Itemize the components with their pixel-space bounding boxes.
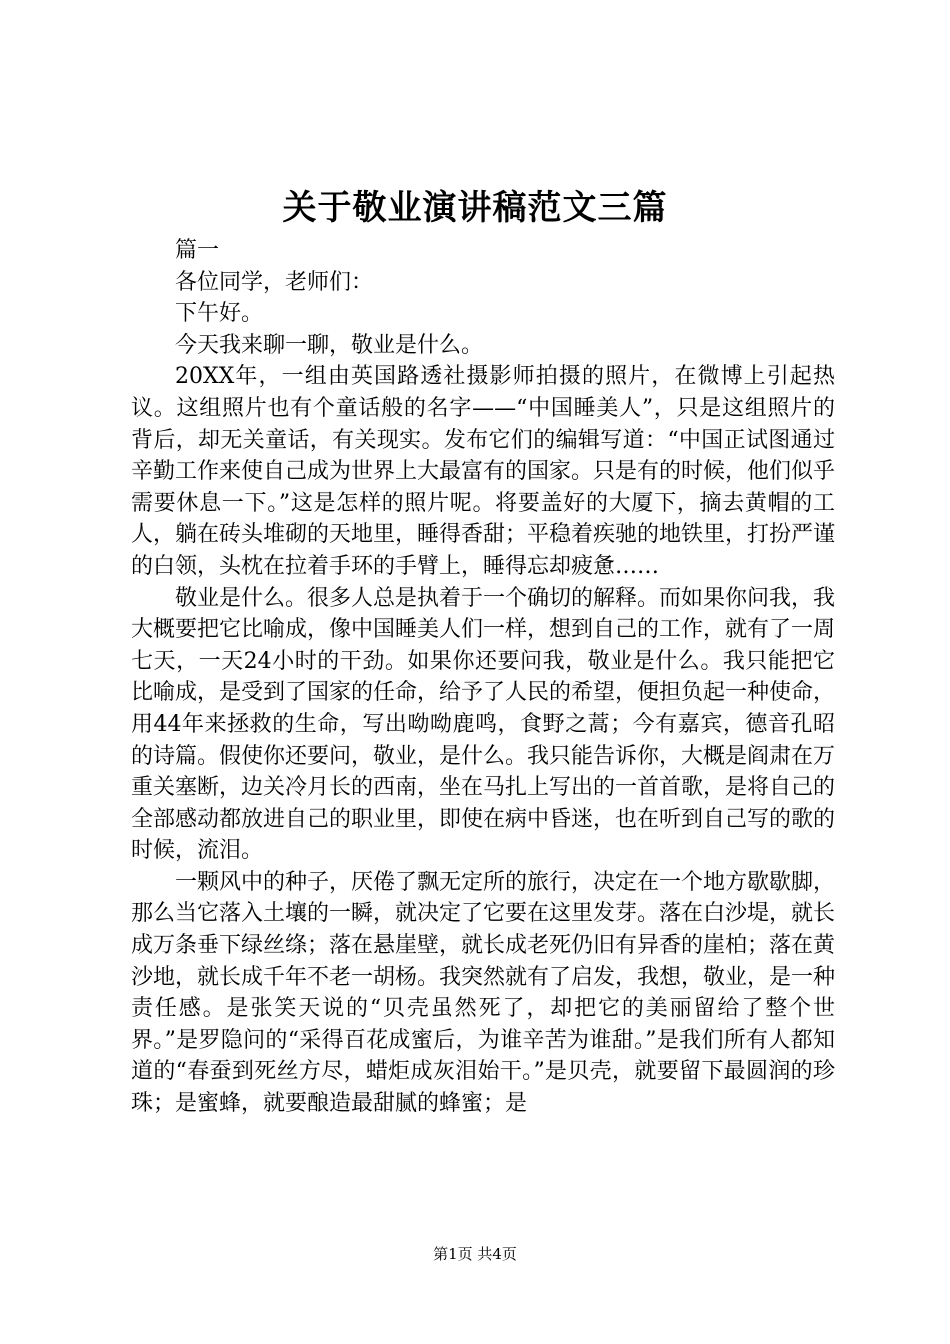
paragraph-what-is-dedication: 敬业是什么。很多人总是执着于一个确切的解释。而如果你问我，我大概要把它比喻成，像中国睡美人们一样，想到自己的工作，就有了一周七天，一天24小时的干劲。如果你还要问我，敬业是什么。我只能把它比喻成，是受到了国家的任命，给予了人民的希望，便担负起一种使命，用44年来拯救的生命，写出呦呦鹿鸣，食野之蒿；今有嘉宾，德音孔昭的诗篇。假使你还要问，敬业，是什么。我只能告诉你，大概是阎肃在万重关塞断，边关冷月长的西南，坐在马扎上写出的一首首歌，是将自己的全部感动都放进自己的职业里，即使在病中昏迷，也在听到自己写的歌的时候，流泪。 [131, 585, 836, 864]
document-title: 关于敬业演讲稿范文三篇 [282, 188, 668, 228]
paragraph-greeting: 各位同学，老师们： [175, 269, 374, 295]
document-body [131, 235, 835, 1120]
paragraph-intro: 今天我来聊一聊，敬业是什么。 [175, 332, 484, 358]
paragraph-seed: 一颗风中的种子，厌倦了飘无定所的旅行，决定在一个地方歇歇脚，那么当它落入土壤的一瞬，就决定了它要在这里发芽。落在白沙堤，就长成万条垂下绿丝绦；落在悬崖壁，就长成老死仍旧有异香的崖柏；落在黄沙地，就长成千年不老一胡杨。我突然就有了启发，我想，敬业，是一种责任感。是张笑天说的“贝壳虽然死了，却把它的美丽留给了整个世界。”是罗隐问的“采得百花成蜜后，为谁辛苦为谁甜。”是我们所有人都知道的“春蚕到死丝方尽，蜡炬成灰泪始干。”是贝壳，就要留下最圆润的珍珠；是蜜蜂，就要酿造最甜腻的蜂蜜；是 [131, 869, 836, 1117]
page-footer: 第1页 共4页 [433, 1245, 517, 1263]
paragraph-photos: 20XX年，一组由英国路透社摄影师拍摄的照片，在微博上引起热议。这组照片也有个童话般的名字——“中国睡美人”，只是这组照片的背后，却无关童话，有关现实。发布它们的编辑写道：“中国正试图通过辛勤工作来使自己成为世界上大最富有的国家。只是有的时候，他们似乎需要休息一下。”这是怎样的照片呢。将要盖好的大厦下，摘去黄帽的工人，躺在砖头堆砌的天地里，睡得香甜；平稳着疾驰的地铁里，打扮严谨的白领，头枕在拉着手环的手臂上，睡得忘却疲惫…… [131, 364, 836, 579]
paragraph-good-afternoon: 下午好。 [175, 301, 264, 327]
paragraph-section-heading: 篇一 [175, 238, 220, 263]
